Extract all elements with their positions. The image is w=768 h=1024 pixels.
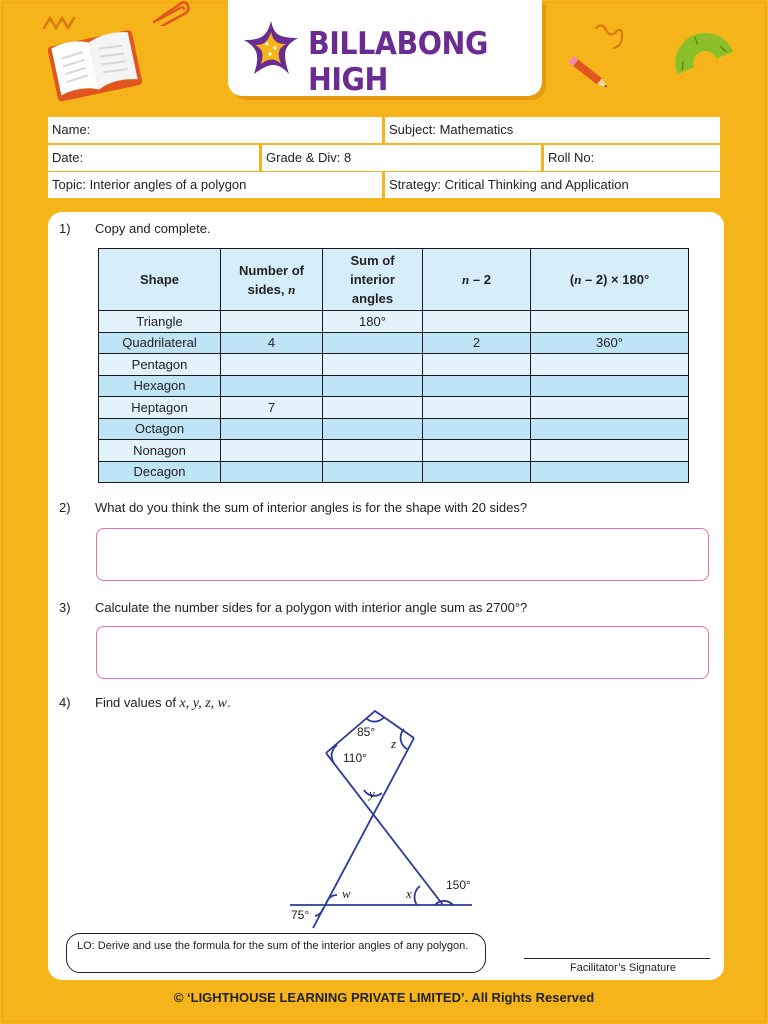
q4-text-prefix: Find values of — [95, 695, 180, 710]
strategy-field: Strategy: Critical Thinking and Application — [385, 172, 720, 198]
cell-shape: Nonagon — [99, 440, 221, 462]
copyright-footer: © ‘LIGHTHOUSE LEARNING PRIVATE LIMITED’. All Rights Reserved — [173, 990, 595, 1005]
header-n2-rest: – 2 — [469, 272, 491, 287]
open-book-icon — [42, 26, 146, 106]
label-x: x — [406, 886, 412, 901]
header-sides-line2: sides, — [247, 281, 289, 297]
angles-diagram — [48, 212, 724, 932]
signature-line — [524, 958, 710, 959]
info-row-1 — [48, 117, 720, 143]
arc-x — [415, 886, 420, 905]
header-n2-var: n — [462, 272, 470, 287]
header-formula-var: n — [574, 272, 582, 287]
label-y: y — [369, 786, 375, 801]
arc-w — [326, 895, 337, 905]
q4-text-suffix: . — [227, 695, 231, 710]
q3-text: Calculate the number sides for a polygon with interior angle sum as 2700°? — [95, 600, 528, 615]
arc-top — [366, 717, 384, 722]
starfish-logo-icon — [240, 18, 302, 80]
roll-no-field[interactable]: Roll No: — [544, 145, 720, 171]
header-sides-line1: Number of — [239, 262, 304, 278]
cell-shape: Quadrilateral — [99, 332, 221, 354]
cell-n2[interactable]: 2 — [423, 332, 531, 354]
cell-formula[interactable]: 360° — [531, 332, 689, 354]
cell-sum[interactable]: 180° — [323, 311, 423, 333]
paperclip-icon — [148, 0, 190, 26]
worksheet-panel — [48, 212, 724, 980]
label-z: z — [391, 736, 397, 751]
line-left-to-bottom-right — [326, 753, 443, 905]
label-angle-110: 110° — [343, 751, 367, 765]
cell-shape: Octagon — [99, 418, 221, 440]
q4-variables: x, y, z, w — [179, 696, 227, 711]
q2-text: What do you think the sum of interior angles is for the shape with 20 sides? — [95, 500, 528, 515]
learning-objective-box: LO: Derive and use the formula for the sum of the interior angles of any polygon. — [66, 933, 486, 973]
cell-shape: Heptagon — [99, 397, 221, 419]
cell-sides[interactable]: 4 — [221, 332, 323, 354]
header-sum-line3: angles — [351, 291, 394, 306]
header-sum-line1: Sum of — [350, 253, 395, 268]
grade-div-field: Grade & Div: 8 — [262, 145, 544, 171]
header-formula-open: ( — [569, 272, 575, 287]
date-field[interactable]: Date: — [48, 145, 262, 171]
cell-shape: Triangle — [99, 311, 221, 333]
header-shape: Shape — [99, 249, 221, 311]
label-angle-150: 150° — [446, 878, 471, 892]
school-name: BILLABONG HIGH — [308, 26, 488, 98]
info-row-3 — [48, 172, 720, 198]
header-sides-var: n — [288, 281, 296, 297]
info-row-2 — [48, 145, 720, 171]
topic-field: Topic: Interior angles of a polygon — [48, 172, 385, 198]
q3-number: 3) — [59, 600, 71, 615]
q2-number: 2) — [59, 500, 71, 515]
pencil-icon — [566, 54, 614, 94]
squiggle-doodle-icon — [592, 22, 626, 52]
signature-label: Facilitator’s Signature — [570, 962, 676, 974]
label-angle-75: 75° — [291, 908, 310, 922]
cell-shape: Pentagon — [99, 354, 221, 376]
q1-text: Copy and complete. — [95, 221, 211, 236]
q1-number: 1) — [59, 221, 71, 236]
protractor-icon — [664, 24, 736, 76]
label-w: w — [342, 886, 351, 901]
subject-field: Subject: Mathematics — [385, 117, 720, 143]
cell-shape: Decagon — [99, 461, 221, 483]
cell-sides[interactable]: 7 — [221, 397, 323, 419]
school-logo-banner — [228, 0, 542, 96]
header-formula-rest: – 2) × 180° — [581, 272, 650, 287]
label-angle-85: 85° — [357, 725, 376, 739]
header-sum-line2: interior — [350, 272, 395, 287]
arc-75 — [315, 908, 323, 916]
name-field[interactable]: Name: — [48, 117, 385, 143]
cell-shape: Hexagon — [99, 375, 221, 397]
q4-number: 4) — [59, 695, 71, 710]
